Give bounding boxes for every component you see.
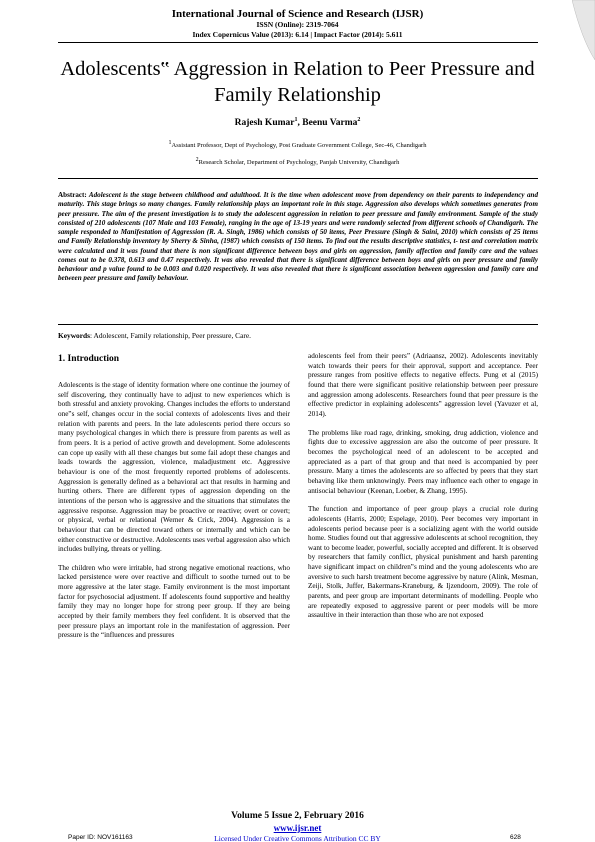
journal-name: International Journal of Science and Research (IJSR)	[171, 8, 424, 20]
author-2-sup: 2	[357, 117, 361, 123]
issn: ISSN (Online): 2319-7064	[256, 20, 339, 29]
keywords	[58, 331, 538, 340]
paper-title: Adolescents‟ Aggression in Relation to Peer Pressure and Family Relationship	[60, 58, 535, 106]
paragraph: The children who were irritable, had strong negative emotional reactions, who lacked persistence were over reactive and difficult to soothe turned out to be more aggressive at the later stage. Family environment is the most important factor for psychosocial adjustment. If adolescents found supportive and healthy family they may no longer hope for strong peer group. If they are being accepted by their family members they feel confident. It is observed that the peer pressure plays an important role in the manifestation of aggression. Peer pressure is the “influences and pressures	[58, 563, 290, 640]
header-rule	[58, 42, 538, 43]
abstract	[58, 191, 538, 284]
abstract-bottom-rule	[58, 324, 538, 325]
keywords-text: : Adolescent, Family relationship, Peer pressure, Care.	[90, 331, 251, 340]
affiliation-1-sup: 1	[168, 140, 172, 146]
footer-paper-id: Paper ID: NOV161163	[68, 834, 133, 841]
section-heading-introduction: 1. Introduction	[58, 354, 120, 364]
journal-header	[0, 8, 595, 40]
author-line	[0, 117, 595, 128]
footer-volume: Volume 5 Issue 2, February 2016	[231, 811, 364, 821]
paragraph: Adolescents is the stage of identity formation where one continue the journey of self discovering, they continually have to adjust to new experiences which is both stressful and anxiety provoking. Changes includes the efforts to understand one‟s self, changes occur in the social contexts of adolescents lives and their relation with parents and peers. In the late adolescents period there occurs so many psychological changes in which there is pressure from parents as well as from peers. It is a period of active growth and development. Some adolescents can cope up easily with all these changes but some fail adopt these changes and leads towards the aggression, violence, maladjustment etc. Aggressive behaviour is one of the most frequently reported problems of adolescents. Aggression is generally defined as a behavioral act that results in harming and hurting others. There are different types of aggression depending on the intentions of the person who is aggressive and the situations that stimulates the aggressive response. Aggression may be proactive or reactive; overt or covert; or physical, verbal or relational (Werner & Crick, 2004). Aggression is a behaviour that can be directed toward others or internally and which can be either constructive or destructive. Adolescents uses verbal aggression also which includes bullying, threats or yelling.	[58, 381, 290, 554]
footer-page-number: 628	[510, 834, 521, 841]
keywords-label: Keywords	[58, 331, 91, 340]
paragraph: The problems like road rage, drinking, smoking, drug addiction, violence and fights due to excessive aggression are also the outcome of peer pressure. It becomes the psychological need of an adolescent to be accepted and appreciated as a part of that group and that need is accompanied by peer pressure. Many a times the adolescents are so affected by peers that they start behaving like them unknowingly. Peers may influence each other to engage in antisocial behaviour (Keenan, Loeber, & Zhang, 1995).	[308, 428, 538, 495]
footer-site-link[interactable]: www.ijsr.net	[273, 823, 322, 833]
paragraph: The function and importance of peer group plays a crucial role during adolescents (Harris, 2000; Espelage, 2010). Peer becomes very important in adolescents period because peer is a socializing agent with the world outside home. Studies found out that aggressive adolescents at school recognition, they want to become leader, powerful, socially accepted and different. It is observed by researchers that family conflict, physical punishment and harsh parenting have significant impact on children‟s mind and the young adolescents who are aversive to such harsh treatment become aggressive by nature (Alink, Mesman, Zeiji, Stolk, Juffer, Bakermans-Kraneburg, & Ijzendoorn, 2009). The role of parents, and peer group are important determinants of modelling. People who are repeatedly exposed to aggressive parent or peer models will be more assaultive in their interaction than those who are not exposed	[308, 505, 538, 620]
footer-license-link[interactable]: Licensed Under Creative Commons Attribution CC BY	[214, 834, 381, 842]
abstract-label: Abstract:	[58, 191, 87, 199]
affiliation-2-text: Research Scholar, Department of Psychology, Panjab University, Chandigarh	[198, 159, 400, 167]
author-1-sup: 1	[294, 117, 298, 123]
abstract-top-rule	[58, 178, 538, 179]
index-impact-factor: Index Copernicus Value (2013): 6.14 | Impact Factor (2014): 5.611	[192, 30, 403, 39]
affiliation-2	[0, 157, 595, 166]
affiliation-1-text: Assistant Professor, Dept of Psychology, Post Graduate Government College, Sec-46, Chandigarh	[171, 142, 427, 150]
affiliation-2-sup: 2	[195, 157, 199, 163]
paragraph: adolescents feel from their peers” (Adriaansz, 2002). Adolescents inevitably watch towards their peers for their approval, support and acceptance. Peer pressure ranges from positive effects to negative effects. Pung et al (2015) found that there were significant positive relationship between peer pressure and aggression among adolescents. Researchers found that peer pressure is the effective predictor in explaining adolescents‟ aggression level (Yavuzer et al, 2014).	[308, 352, 538, 418]
author-2: Beenu Varma	[302, 118, 358, 129]
author-1: Rajesh Kumar	[234, 118, 295, 129]
abstract-text: Adolescent is the stage between childhood and adulthood. It is the time when adolescent move from dependency on their parents to independency and maturity. This stage brings so many changes. Family relationship plays an important role in this stage. Aggression also develops which sometimes generates from peer pressure. The aim of the present investigation is to study the adolescent aggression in relation to peer pressure and family environment. Sample of the study consisted of 210 adolescents (107 Male and 103 Female), ranging in the age of 13-19 years and were randomly selected from different schools of Chandigarh. The sample responded to Manifestation of Aggression (R. A. Singh, 1986) which consists of 50 items, Peer Pressure (Singh & Saini, 2010) which consists of 25 items and Family Relationship inventory by Sherry & Sinha, (1987) which consists of 150 items. To find out the results descriptive statistics, t- test and correlation matrix were calculated and it was found that there is non significant difference between boys and girls on aggression, family affection and family care and the values comes out to be 0.378, 0.613 and 0.47 respectively. It was also revealed that there is significant difference between boys and girls on peer pressure and family behaviour and p value found to be 0.003 and 0.020 respectively. It was also revealed that there is significant association between aggression and family care and between peer pressure and family behaviour.	[58, 191, 538, 283]
right-column	[308, 352, 538, 630]
affiliation-1	[0, 140, 595, 149]
author-separator: ,	[297, 118, 303, 129]
left-column	[58, 381, 290, 650]
